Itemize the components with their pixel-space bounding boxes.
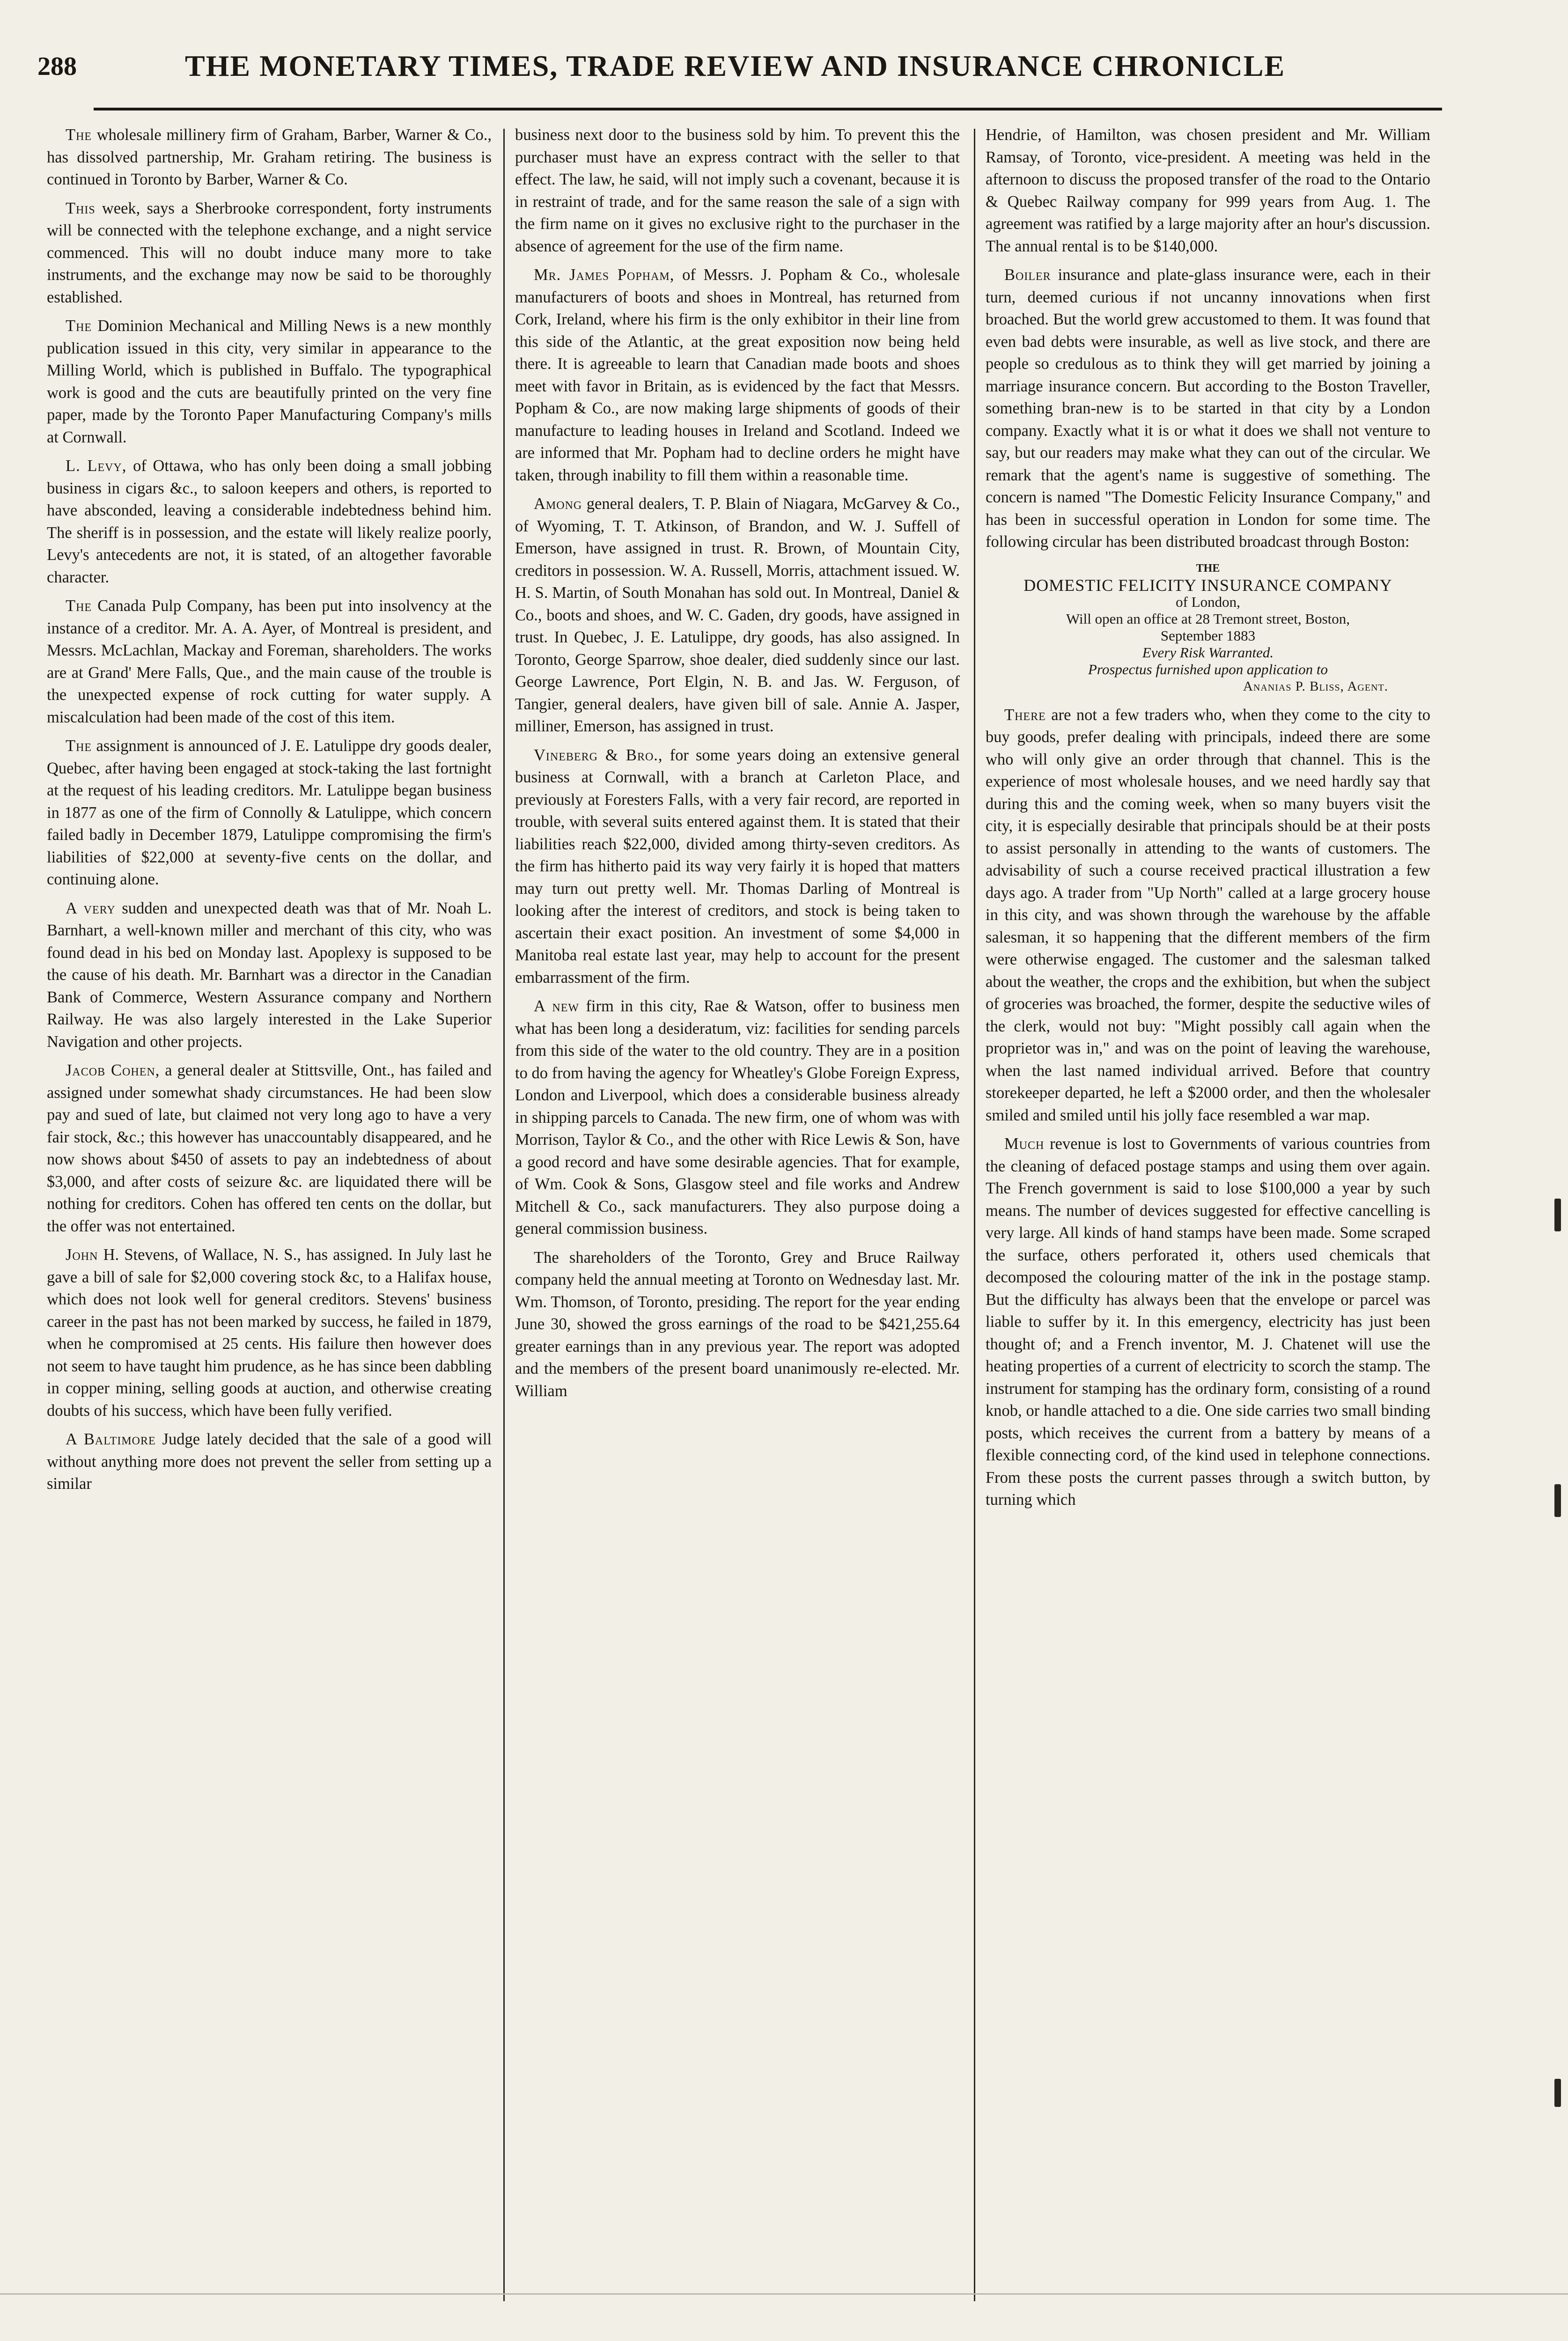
- column-divider: [503, 129, 505, 2301]
- column-2: [515, 124, 960, 2301]
- margin-binding-mark: [1554, 2079, 1561, 2107]
- paragraph: The Dominion Mechanical and Milling News is a new monthly publication issued in this city, very similar in appearance to the Milling World, which is published in Buffalo. The typographical work is good and the cuts are beautifully printed on the very fine paper, made by the Toronto Paper Manufacturing Company's mills at Cornwall.: [47, 317, 492, 446]
- header-rule: [94, 108, 1442, 110]
- paragraph: A Baltimore Judge lately decided that the sale of a good will without anything more does not prevent the seller from setting up a similar: [47, 1430, 492, 1493]
- circular-prospectus: Prospectus furnished upon application to: [1088, 661, 1328, 677]
- paragraph: Jacob Cohen, a general dealer at Stittsville, Ont., has failed and assigned under somewhat shady circumstances. He had been slow pay and sued of late, but claimed not very long ago to have a very fair stock, &c.; this however has unaccountably disappeared, and he now shows about $450 of assets to pay an indebtedness of about $3,000, and after costs of seizure &c. are liquidated there will be nothing for creditors. Cohen has offered ten cents on the dollar, but the offer was not entertained.: [47, 1061, 492, 1235]
- paragraph: The wholesale millinery firm of Graham, Barber, Warner & Co., has dissolved partnership, Mr. Graham retiring. The business is continued in Toronto by Barber, Warner & Co.: [47, 126, 492, 188]
- paragraph: Among general dealers, T. P. Blain of Niagara, McGarvey & Co., of Wyoming, T. T. Atkinson, of Brandon, and W. J. Suffell of Emerson, have assigned in trust. R. Brown, of Mountain City, creditors in possession. W. A. Russell, Morris, attachment issued. W. H. S. Martin, of South Monahan has sold out. In Montreal, Daniel & Co., boots and shoes, and W. C. Gaden, dry goods, have assigned in trust. In Quebec, J. E. Latulippe, dry goods, has also assigned. In Toronto, George Sparrow, shoe dealer, died suddenly since our last. George Lawrence, Port Elgin, N. B. and Jas. W. Ferguson, of Tangier, general dealers, have given bill of sale. Annie A. Jasper, milliner, Emerson, has assigned in trust.: [515, 495, 960, 735]
- page-number: 288: [37, 52, 77, 81]
- newspaper-page: [28, 37, 1442, 2313]
- paragraph: L. Levy, of Ottawa, who has only been doing a small jobbing business in cigars &c., to saloon keepers and others, is reported to have absconded, leaving a considerable indebtedness behind him. The sheriff is in possession, and the estate will likely realize poorly, Levy's antecedents are not, it is stated, of an altogether favorable character.: [47, 457, 492, 586]
- circular-warranted: Every Risk Warranted.: [1142, 644, 1274, 661]
- circular-the: THE: [1196, 562, 1220, 574]
- margin-binding-mark: [1554, 1199, 1561, 1231]
- paragraph: A new firm in this city, Rae & Watson, offer to business men what has been long a desideratum, viz: facilities for sending parcels from this side of the water to the old country. They are in a position to do from having the agency for Wheatley's Globe Foreign Express, London and Liverpool, which does a considerable business already in shipping parcels to Canada. The new firm, one of whom was with Morrison, Taylor & Co., and the other with Rice Lewis & Son, have a good record and have some desirable agencies. That for example, of Wm. Cook & Sons, Glasgow steel and file works and Andrew Mitchell & Co., sack manufacturers. They also purpose doing a general commission business.: [515, 997, 960, 1237]
- paragraph: This week, says a Sherbrooke correspondent, forty instruments will be connected with the telephone exchange, and a night service commenced. This will no doubt induce many more to take instruments, and the exchange may now be said to be thoroughly established.: [47, 199, 492, 306]
- paragraph: Hendrie, of Hamilton, was chosen president and Mr. William Ramsay, of Toronto, vice-president. A meeting was held in the afternoon to discuss the proposed transfer of the road to the Ontario & Quebec Railway company for 999 years from Aug. 1. The agreement was ratified by a large majority after an hour's discussion. The annual rental is to be $140,000.: [986, 126, 1430, 255]
- paragraph: Mr. James Popham, of Messrs. J. Popham & Co., wholesale manufacturers of boots and shoes in Montreal, has returned from Cork, Ireland, where his firm is the only exhibitor in their line from this side of the Atlantic, at the great exposition now being held there. It is agreeable to learn that Canadian made boots and shoes meet with favor in Britain, as is evidenced by the fact that Messrs. Popham & Co., are now making large shipments of goods of their manufacture to leading houses in Ireland and Scotland. Indeed we are informed that Mr. Popham had to decline orders he might have taken, through inability to fill them within a reasonable time.: [515, 266, 960, 484]
- paragraph: The Canada Pulp Company, has been put into insolvency at the instance of a creditor. Mr. A. A. Ayer, of Montreal is president, and Messrs. McLachlan, Mackay and Foreman, shareholders. The works are at Grand' Mere Falls, Que., and the main cause of the trouble is the unexpected expense of rock cutting for water supply. A miscalculation had been made of the cost of this item.: [47, 597, 492, 726]
- paragraph: The shareholders of the Toronto, Grey and Bruce Railway company held the annual meeting at Toronto on Wednesday last. Mr. Wm. Thomson, of Toronto, presiding. The report for the year ending June 30, showed the gross earnings of the road to be $421,255.64 greater earnings than in any previous year. The report was adopted and the members of the present board unanimously re-elected. Mr. William: [515, 1248, 960, 1400]
- column-3: [986, 124, 1430, 2301]
- running-title: THE MONETARY TIMES, TRADE REVIEW AND INSURANCE CHRONICLE: [184, 49, 1286, 82]
- circular-address: Will open an office at 28 Tremont street, Boston,: [1066, 610, 1350, 627]
- paragraph: The assignment is announced of J. E. Latulippe dry goods dealer, Quebec, after having been engaged at stock-taking the last fortnight at the request of his leading creditors. Mr. Latulippe began business in 1877 as one of the firm of Connolly & Latulippe, which concern failed badly in December 1879, Latulippe compromising the firm's liabilities of $22,000 at seventy-five cents on the dollar, and continuing alone.: [47, 737, 492, 888]
- column-1: [47, 124, 492, 2301]
- page-header: [28, 37, 1442, 94]
- paragraph: A very sudden and unexpected death was that of Mr. Noah L. Barnhart, a well-known miller and merchant of this city, who was found dead in his bed on Monday last. Apoplexy is supposed to be the cause of his death. Mr. Barnhart was a director in the Canadian Bank of Commerce, Western Assurance company and Northern Railway. He was also largely interested in the Lake Superior Navigation and other projects.: [47, 899, 492, 1051]
- paragraph: business next door to the business sold by him. To prevent this the purchaser must have an express contract with the seller to that effect. The law, he said, will not imply such a covenant, because it is in restraint of trade, and for the same reason the sale of a sign with the firm name on it gives no exclusive right to the purchaser in the absence of agreement for the use of the firm name.: [515, 126, 960, 255]
- circular-date: September 1883: [1160, 627, 1256, 644]
- margin-binding-mark: [1554, 1484, 1561, 1517]
- paragraph: There are not a few traders who, when they come to the city to buy goods, prefer dealing with principals, indeed there are some who will only give an order through that channel. This is the experience of most wholesale houses, and we need hardly say that during this and the coming week, when so many buyers visit the city, it is especially desirable that principals should be at their posts to assist personally in attending to the wants of customers. The advisability of such a course received practical illustration a few days ago. A trader from "Up North" called at a large grocery house in this city, and was shown through the warehouse by the affable salesman, it so happening that the different members of the firm were otherwise engaged. The customer and the salesman talked about the weather, the crops and the exhibition, but when the subject of groceries was broached, the former, despite the seductive wiles of the clerk, would not buy: "Might possibly call again when the proprietor was in," and was on the point of leaving the warehouse, when the last named individual arrived. Before that country storekeeper departed, he left a $2000 order, and then the wholesaler smiled and smiled until his jolly face resembled a war map.: [986, 706, 1430, 1124]
- article-columns: [28, 124, 1442, 2301]
- page-bottom-edge: [0, 2293, 1568, 2295]
- insurance-circular: [986, 560, 1430, 695]
- column-divider: [974, 129, 975, 2301]
- paragraph: Vineberg & Bro., for some years doing an extensive general business at Cornwall, with a branch at Carleton Place, and previously at Foresters Falls, with a very fair record, are reported in trouble, with several suits entered against them. It is stated that their liabilities reach $22,000, divided among thirty-seven creditors. As the firm has hitherto paid its way very fairly it is hoped that matters may turn out pretty well. Mr. Thomas Darling of Montreal is looking after the interest of creditors, and stock is being taken to ascertain their exact position. An investment of some $4,000 in Manitoba real estate last year, may help to account for the present embarrassment of the firm.: [515, 746, 960, 986]
- circular-company-name: DOMESTIC FELICITY INSURANCE COMPANY: [1023, 575, 1392, 595]
- circular-of-london: of London,: [1176, 593, 1240, 610]
- paragraph: Boiler insurance and plate-glass insurance were, each in their turn, deemed curious if not uncanny innovations when first broached. But the world grew accustomed to them. It was found that even bad debts were insurable, as well as live stock, and there are people so credulous as to think they will get married by joining a marriage insurance concern. But according to the Boston Traveller, something bran-new is to be started in that city by a London company. Exactly what it is or what it does we shall not venture to say, but our readers may make what they can out of the circular. We remark that the agent's name is suggestive of something. The concern is named "The Domestic Felicity Insurance Company," and has been in successful operation in London for some time. The following circular has been distributed broadcast through Boston:: [986, 266, 1430, 551]
- circular-agent: Ananias P. Bliss, Agent.: [1243, 678, 1388, 694]
- paragraph: Much revenue is lost to Governments of various countries from the cleaning of defaced postage stamps and using them over again. The French government is said to lose $100,000 a year by such means. The number of devices suggested for effective cancelling is very large. All kinds of hand stamps have been made. Some scraped the surface, others perforated it, others used chemicals that decomposed the colouring matter of the ink in the postage stamp. But the difficulty has always been that the envelope or parcel was liable to suffer by it. In this emergency, electricity has just been thought of; and a French inventor, M. J. Chatenet will use the heating properties of a current of electricity to scorch the stamp. The instrument for stamping has the ordinary form, consisting of a round knob, or handle attached to a die. One side carries two small binding posts, which receives the current from a battery by means of a flexible connecting cord, of the kind used in telephone connections. From these posts the current passes through a switch button, by turning which: [986, 1135, 1430, 1509]
- paragraph: John H. Stevens, of Wallace, N. S., has assigned. In July last he gave a bill of sale for $2,000 covering stock &c, to a Halifax house, which does not look well for general creditors. Stevens' business career in the past has not been marked by success, he failed in 1879, when he compromised at 25 cents. His failure then however does not seem to have taught him prudence, as he has since been dabbling in copper mining, selling goods at auction, and otherwise creating doubts of his success, which have been fully verified.: [47, 1246, 492, 1420]
